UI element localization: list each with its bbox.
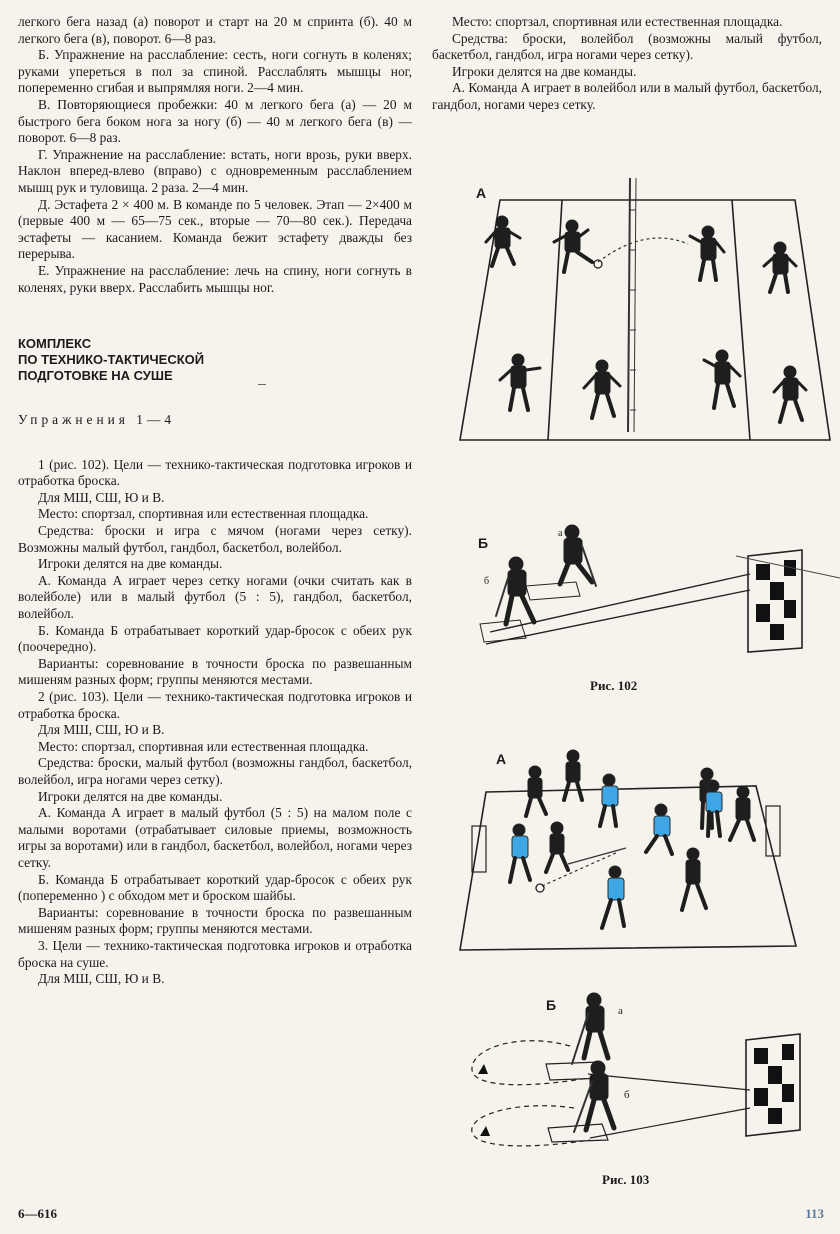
- paragraph: Для МШ, СШ, Ю и В.: [38, 971, 165, 987]
- figure-caption: Рис. 102: [590, 678, 638, 693]
- figure-103-a: [456, 746, 836, 956]
- paragraph: Б. Команда Б отрабатывает короткий удар-бросок с обеих рук (попеременно ) с обходом мет и броском шайбы.: [18, 871, 412, 904]
- exercise-title: 2 (рис. 103). Цели — технико-тактическая подготовка игроков и отработка броска.: [18, 689, 412, 721]
- paragraph: Е. Упражнение на расслабление: лечь на спину, ноги согнуть в коленях, руки вверх. Расслабить мышцы ног.: [18, 262, 412, 295]
- paragraph: Место: спортзал, спортивная или естественная площадка.: [38, 506, 369, 522]
- exercise-title: 1 (рис. 102). Цели — технико-тактическая подготовка игроков и отработка броска.: [18, 456, 412, 489]
- figure-label-small: а: [618, 1005, 623, 1017]
- paragraph: Игроки делятся на две команды.: [38, 556, 223, 572]
- subheading: Упражнения 1—4: [18, 412, 176, 428]
- figure-label: А: [496, 751, 507, 767]
- paragraph: А. Команда А играет в волейбол или в малый футбол, баскетбол, гандбол, ногами через сетку.: [432, 80, 822, 112]
- signature-mark: 6—616: [18, 1206, 57, 1221]
- paragraph: Средства: броски и игра с мячом (ногами через сетку). Возможны малый футбол, гандбол, баскетбол, волейбол.: [18, 523, 412, 555]
- paragraph: легкого бега назад (а) поворот и старт на 20 м спринта (б). 40 м легкого бега (в), поворот. 6—8 раз.: [18, 14, 412, 46]
- paragraph: Место: спортзал, спортивная или естественная площадка.: [38, 738, 369, 754]
- paragraph: Средства: броски, малый футбол (возможны гандбол, баскетбол, волейбол, игра ногами через сетку).: [18, 755, 412, 787]
- paragraph: Игроки делятся на две команды.: [452, 63, 637, 79]
- paragraph: Б. Упражнение на расслабление: сесть, ноги согнуть в коленях; руками упереться в пол за спиной. Расслаблять мышцы ног, попеременно сгибая и выпрямляя ноги. 2—4 мин.: [18, 47, 412, 96]
- paragraph: А. Команда А играет в малый футбол (5 : 5) на малом поле с малыми воротами (отрабатывает силовые приемы, возможность игры за воротами) или в гандбол, баскетбол, волейбол, ногами через сетку.: [18, 805, 412, 870]
- separator-dash: [258, 384, 266, 385]
- right-column: [432, 14, 822, 114]
- figure-label-small: б: [484, 576, 490, 587]
- paragraph: Б. Команда Б отрабатывает короткий удар-бросок с обеих рук (поочередно).: [18, 622, 412, 655]
- figure-label-small: а: [558, 528, 563, 539]
- paragraph: Д. Эстафета 2 × 400 м. В команде по 5 человек. Этап — 2×400 м (первые 400 м — 65—75 сек., вторые — 70—80 сек.). Передача эстафеты — касанием. Команда бежит эстафету дважды без перерыва.: [18, 196, 412, 262]
- paragraph: Средства: броски, волейбол (возможны малый футбол, баскетбол, гандбол, игра ногами через сетку).: [432, 30, 822, 63]
- paragraph: Для МШ, СШ, Ю и В.: [38, 489, 165, 505]
- paragraph: Г. Упражнение на расслабление: встать, ноги врозь, руки вверх. Наклон вперед-влево (вправо) с одновременным расслаблением мышц рук и туловища. 2 раза. 2—4 мин.: [18, 146, 412, 195]
- left-column: [18, 14, 412, 988]
- figure-label: Б: [478, 535, 489, 551]
- paragraph: Для МШ, СШ, Ю и В.: [38, 722, 165, 738]
- paragraph: Место: спортзал, спортивная или естественная площадка.: [452, 14, 783, 29]
- paragraph: А. Команда А играет через сетку ногами (очки считать как в волейболе) или в малый футбол (5 : 5), гандбол, баскетбол, волейбол.: [18, 572, 412, 622]
- section-heading: КОМПЛЕКС: [18, 336, 92, 352]
- figure-102-a: [450, 170, 840, 470]
- section-heading: ПО ТЕХНИКО-ТАКТИЧЕСКОЙ: [18, 352, 205, 368]
- paragraph: В. Повторяющиеся пробежки: 40 м легкого бега (а) — 20 м быстрого бега боком нога за ногу (б) — 40 м легкого бега (в) — поворот. 6—8 раз.: [18, 96, 412, 146]
- figure-103-b: [450, 990, 840, 1160]
- paragraph: Варианты: соревнование в точности броска по развешанным мишеням разных форм; группы меняются местами.: [18, 655, 412, 688]
- paragraph: Варианты: соревнование в точности броска по развешанным мишеням разных форм; группы меняются местами.: [18, 904, 412, 937]
- section-heading: ПОДГОТОВКЕ НА СУШЕ: [18, 368, 173, 384]
- page-number: 113: [805, 1206, 824, 1221]
- figure-102-b: [450, 520, 840, 680]
- exercise-title: 3. Цели — технико-тактическая подготовка игроков и отработка броска на суше.: [18, 937, 412, 970]
- figure-caption: Рис. 103: [602, 1172, 650, 1187]
- figure-label: Б: [546, 997, 557, 1013]
- figure-label-small: б: [624, 1089, 630, 1101]
- paragraph: Игроки делятся на две команды.: [38, 788, 223, 804]
- figure-label: А: [476, 185, 487, 201]
